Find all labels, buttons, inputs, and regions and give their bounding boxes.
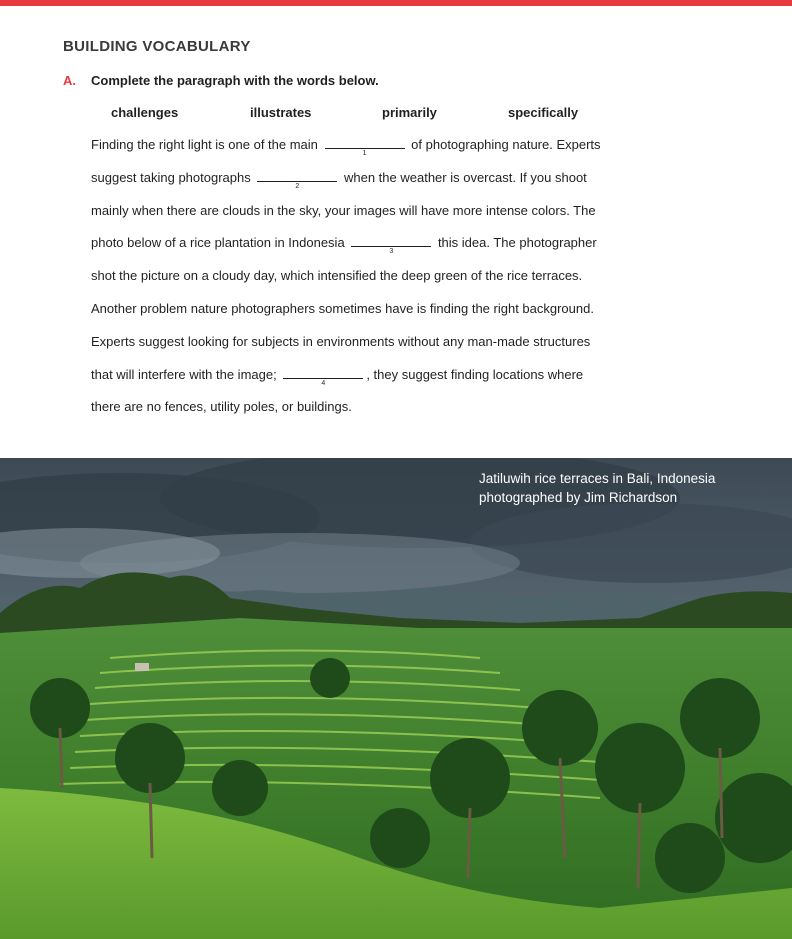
photo-caption (479, 469, 715, 507)
paragraph-line (91, 365, 611, 398)
section-heading: BUILDING VOCABULARY (63, 38, 251, 55)
paragraph-line (91, 135, 611, 168)
paragraph-text: suggest taking photographs (91, 169, 251, 185)
paragraph-line: mainly when there are clouds in the sky, your images will have more intense colors. The (91, 202, 596, 218)
answer-blank-2[interactable] (257, 168, 337, 190)
answer-blank-4[interactable] (283, 365, 363, 387)
blank-number: 2 (295, 182, 300, 190)
caption-line: Jatiluwih rice terraces in Bali, Indonesia (479, 471, 716, 486)
exercise-header (63, 73, 379, 88)
answer-blank-1[interactable] (325, 135, 405, 157)
word-bank-item: illustrates (250, 105, 312, 120)
word-bank-item: specifically (508, 105, 579, 120)
vocabulary-paragraph (91, 135, 611, 430)
word-bank (0, 105, 792, 123)
answer-blank-3[interactable] (351, 233, 431, 256)
paragraph-line (91, 168, 611, 201)
hut (135, 663, 149, 671)
paragraph-text: this idea. The photographer (437, 235, 597, 251)
top-accent-bar (0, 0, 792, 6)
blank-number: 3 (389, 248, 394, 256)
paragraph-line (91, 233, 611, 266)
rice-terrace-photo (0, 458, 792, 939)
paragraph-text: , they suggest finding locations where (366, 366, 584, 382)
paragraph-text: Finding the right light is one of the main (91, 137, 318, 152)
paragraph-line: Another problem nature photographers sometimes have is finding the right background. (91, 300, 594, 316)
paragraph-line: Experts suggest looking for subjects in environments without any man-made structures (91, 333, 591, 349)
blank-number: 1 (362, 150, 367, 157)
exercise-instruction: Complete the paragraph with the words below. (91, 73, 379, 88)
blank-number: 4 (321, 379, 326, 387)
exercise-letter: A. (63, 73, 76, 88)
caption-line: photographed by Jim Richardson (479, 490, 678, 505)
paragraph-text: of photographing nature. Experts (411, 137, 601, 152)
word-bank-item: primarily (382, 105, 437, 120)
paragraph-text: photo below of a rice plantation in Indonesia (91, 235, 345, 251)
word-bank-item: challenges (111, 105, 179, 120)
landscape-illustration (0, 458, 792, 939)
paragraph-text: when the weather is overcast. If you shoot (343, 169, 587, 185)
paragraph-line: there are no fences, utility poles, or buildings. (91, 399, 352, 415)
paragraph-text: that will interfere with the image; (91, 366, 277, 382)
paragraph-line: shot the picture on a cloudy day, which intensified the deep green of the rice terraces. (91, 268, 583, 284)
